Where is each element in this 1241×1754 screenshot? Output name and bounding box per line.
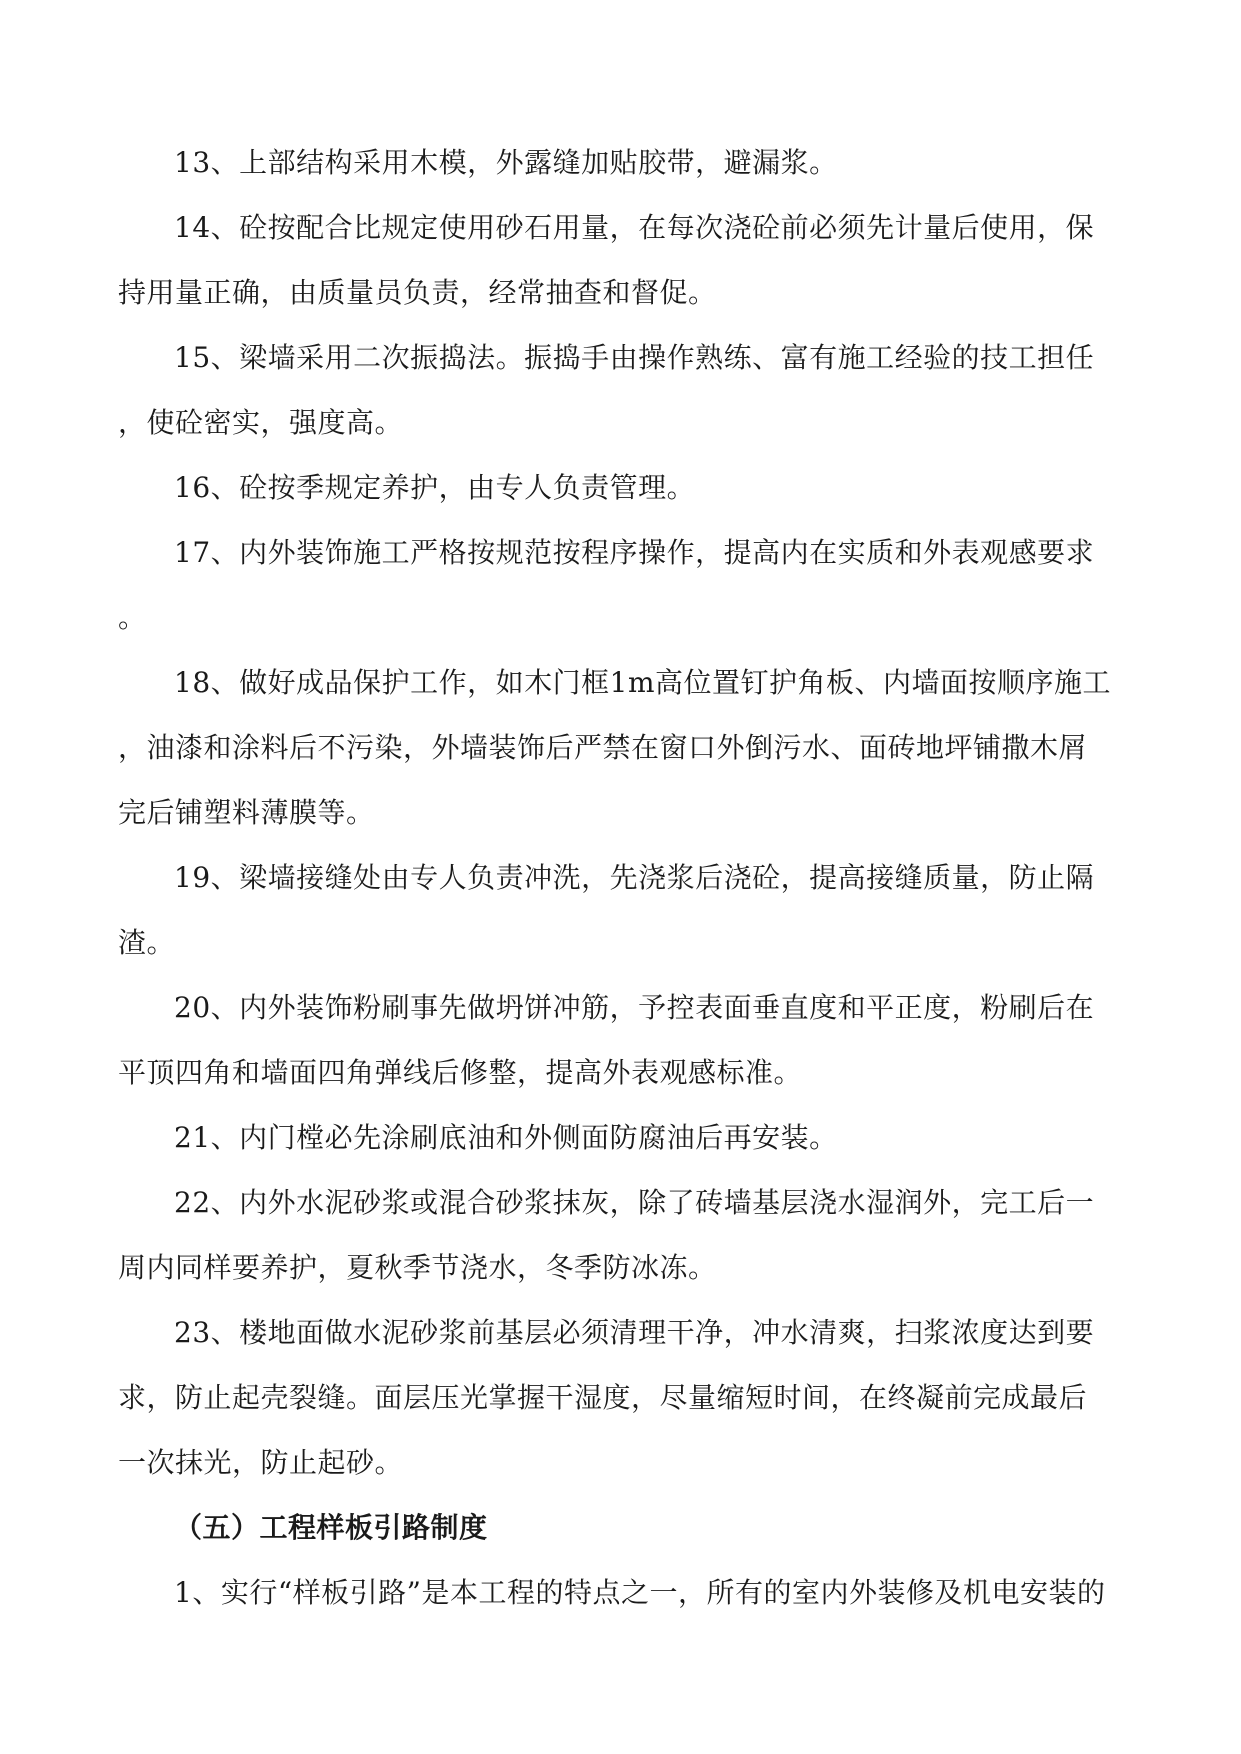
text-line: 一次抹光，防止起砂。 [118, 1446, 404, 1479]
text-line: 完后铺塑料薄膜等。 [118, 796, 375, 829]
text-line: 14、砼按配合比规定使用砂石用量，在每次浇砼前必须先计量后使用，保 [174, 211, 1095, 244]
text-line: 23、楼地面做水泥砂浆前基层必须清理干净，冲水清爽，扫浆浓度达到要 [174, 1316, 1095, 1349]
paragraph-19 [118, 845, 1128, 975]
text-line: 17、内外装饰施工严格按规范按程序操作，提高内在实质和外表观感要求 [174, 536, 1095, 569]
paragraph-23 [118, 1300, 1128, 1495]
text-line: 持用量正确，由质量员负责，经常抽查和督促。 [118, 276, 717, 309]
text-line: 22、内外水泥砂浆或混合砂浆抹灰，除了砖墙基层浇水湿润外，完工后一 [174, 1186, 1095, 1219]
section-heading: （五）工程样板引路制度 [174, 1511, 488, 1544]
text-line: 周内同样要养护，夏秋季节浇水，冬季防冰冻。 [118, 1251, 717, 1284]
paragraph-13 [118, 130, 1128, 195]
text-line: 15、梁墙采用二次振捣法。振捣手由操作熟练、富有施工经验的技工担任 [174, 341, 1095, 374]
paragraph-16 [118, 455, 1128, 520]
text-line: ，使砼密实，强度高。 [118, 406, 404, 439]
text-line: 16、砼按季规定养护，由专人负责管理。 [174, 471, 696, 504]
text-line: 18、做好成品保护工作，如木门框1m高位置钉护角板、内墙面按顺序施工 [174, 666, 1111, 699]
paragraph-22 [118, 1170, 1128, 1300]
text-line: 1、实行“样板引路”是本工程的特点之一，所有的室内外装修及机电安装的 [174, 1576, 1106, 1609]
text-line: 20、内外装饰粉刷事先做坍饼冲筋，予控表面垂直度和平正度，粉刷后在 [174, 991, 1095, 1024]
paragraph-17 [118, 520, 1128, 650]
paragraph-15 [118, 325, 1128, 455]
paragraph-18 [118, 650, 1128, 845]
paragraph-14 [118, 195, 1128, 325]
paragraph-21 [118, 1105, 1128, 1170]
paragraph-1 [118, 1560, 1128, 1625]
document-body [118, 130, 1128, 1625]
text-line: ，油漆和涂料后不污染，外墙装饰后严禁在窗口外倒污水、面砖地坪铺撒木屑 [118, 731, 1088, 764]
text-line: 19、梁墙接缝处由专人负责冲洗，先浇浆后浇砼，提高接缝质量，防止隔 [174, 861, 1095, 894]
text-line: 。 [118, 601, 147, 634]
text-line: 13、上部结构采用木模，外露缝加贴胶带，避漏浆。 [174, 146, 838, 179]
paragraph-20 [118, 975, 1128, 1105]
text-line: 平顶四角和墙面四角弹线后修整，提高外表观感标准。 [118, 1056, 803, 1089]
text-line: 求，防止起壳裂缝。面层压光掌握干湿度，尽量缩短时间，在终凝前完成最后 [118, 1381, 1088, 1414]
text-line: 21、内门樘必先涂刷底油和外侧面防腐油后再安装。 [174, 1121, 838, 1154]
text-line: 渣。 [118, 926, 176, 959]
